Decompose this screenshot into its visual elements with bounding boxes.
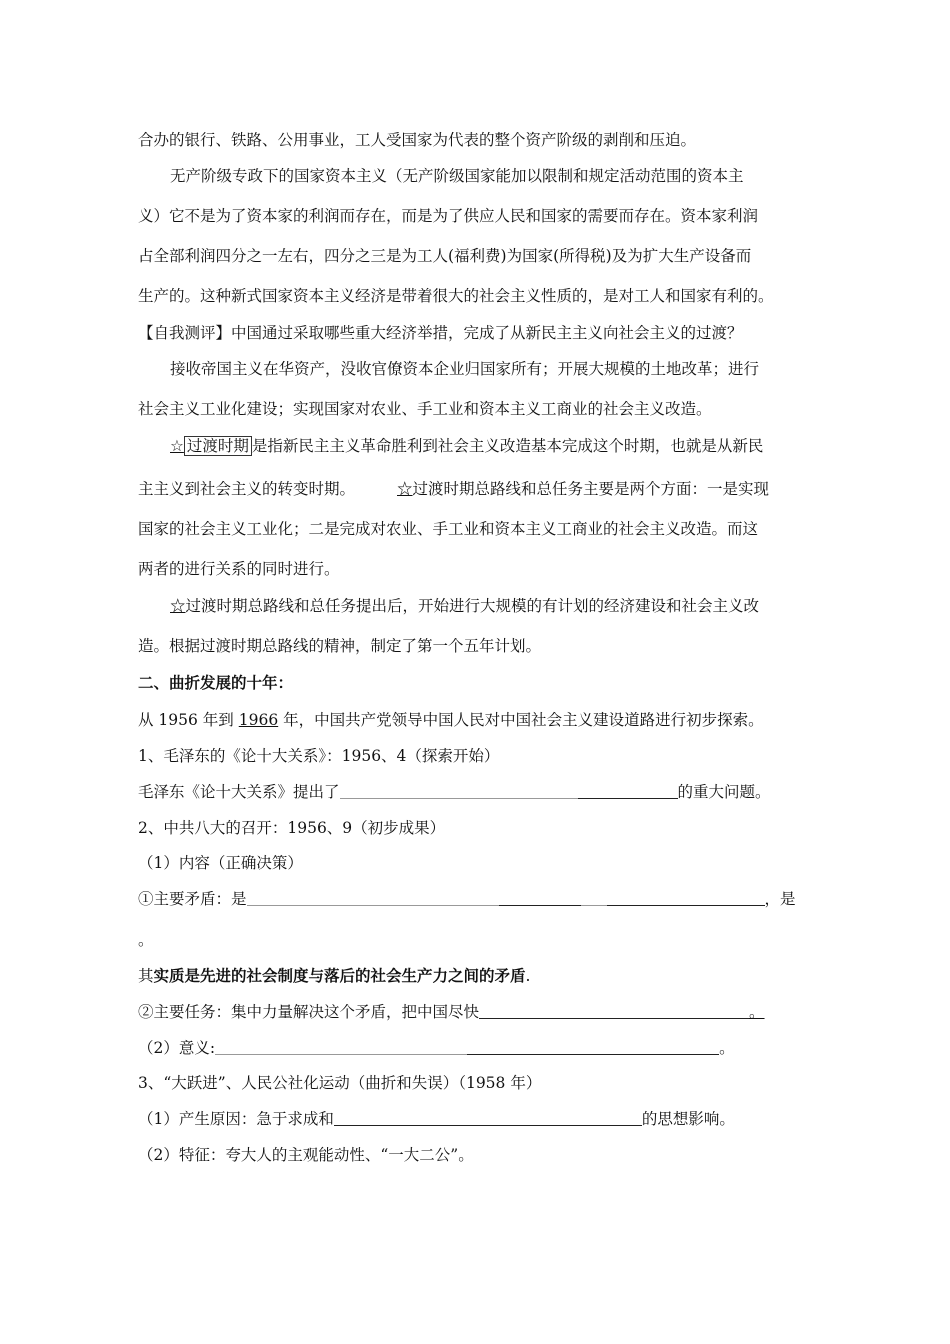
answer-blank[interactable] [340, 784, 578, 799]
prompt-text: （1）产生原因：急于求成和 [138, 1110, 334, 1128]
fill-in-line [138, 1002, 818, 1022]
paragraph-line: 义）它不是为了资本家的利润而存在，而是为了供应人民和国家的需要而存在。资本家利润 [138, 207, 759, 225]
answer-blank[interactable] [247, 891, 499, 906]
answer-line: 接收帝国主义在华资产，没收官僚资本企业归国家所有；开展大规模的土地改革；进行 [170, 360, 760, 378]
boxed-term: 过渡时期 [184, 436, 252, 456]
self-test-line [138, 323, 818, 343]
answer-blank[interactable] [334, 1111, 642, 1126]
section-heading: 二、曲折发展的十年： [138, 673, 294, 692]
essence-text: 其 [138, 967, 154, 985]
intro-text: 从 1956 年到 [138, 711, 239, 729]
paragraph-line: 无产阶级专政下的国家资本主义（无产阶级国家能加以限制和规定活动范围的资本主 [170, 167, 744, 185]
star-icon: ☆ [170, 597, 186, 615]
answer-blank[interactable] [499, 891, 581, 906]
section-intro [138, 710, 818, 730]
star-icon: ☆ [397, 480, 413, 498]
prompt-text: ②主要任务：集中力量解决这个矛盾，把中国尽快 [138, 1003, 480, 1021]
essence-line [138, 966, 818, 986]
paragraph-line: 占全部利润四分之一左右，四分之三是为工人(福利费)为国家(所得税)及为扩大生产设备而 [138, 247, 752, 265]
transition-line [138, 479, 818, 499]
answer-blank[interactable] [578, 784, 678, 799]
plan-line [170, 596, 818, 616]
answer-blank[interactable] [607, 891, 765, 906]
fill-in-line [138, 782, 818, 802]
answer-blank[interactable] [467, 1040, 719, 1055]
self-test-label: 【自我测评】 [138, 324, 232, 342]
prompt-text: 。 [719, 1039, 735, 1057]
sub-item: （2）特征：夸大人的主观能动性、“一大二公”。 [138, 1146, 474, 1164]
paragraph-line: 两者的进行关系的同时进行。 [138, 560, 340, 578]
definition-text: 主主义到社会主义的转变时期。 [138, 480, 356, 498]
fill-in-line [138, 889, 818, 909]
transition-definition-line [170, 436, 818, 456]
prompt-text: ，是 [764, 890, 796, 908]
star-icon: ☆ [170, 437, 184, 455]
paragraph-line: 合办的银行、铁路、公用事业，工人受国家为代表的整个资产阶级的剥削和压迫。 [138, 131, 697, 149]
prompt-text: 的重大问题。 [677, 783, 771, 801]
paragraph-line: 造。根据过渡时期总路线的精神，制定了第一个五年计划。 [138, 637, 542, 655]
answer-line: 社会主义工业化建设；实现国家对农业、手工业和资本主义工商业的社会主义改造。 [138, 400, 712, 418]
sub-item: （1）内容（正确决策） [138, 854, 303, 872]
self-test-question: 中国通过采取哪些重大经济举措，完成了从新民主主义向社会主义的过渡？ [231, 324, 743, 342]
item-title: 2、中共八大的召开：1956、9（初步成果） [138, 819, 446, 837]
general-line-text: 过渡时期总路线和总任务主要是两个方面：一是实现 [412, 480, 770, 498]
definition-text: 是指新民主主义革命胜利到社会主义改造基本完成这个时期，也就是从新民 [251, 437, 764, 455]
item-title: 3、“大跃进”、人民公社化运动（曲折和失误）（1958 年） [138, 1074, 542, 1092]
answer-blank[interactable] [215, 1040, 467, 1055]
prompt-text: 的思想影响。 [641, 1110, 735, 1128]
answer-blank[interactable] [581, 891, 607, 906]
prompt-text: ①主要矛盾：是 [138, 890, 247, 908]
intro-text: 年，中国共产党领导中国人民对中国社会主义建设道路进行初步探索。 [278, 711, 764, 729]
prompt-text: 毛泽东《论十大关系》提出了 [138, 783, 340, 801]
essence-bold: 实质是先进的社会制度与落后的社会生产力之间的矛盾 [153, 966, 526, 985]
prompt-text: 。 [749, 1003, 765, 1021]
plan-text: 过渡时期总路线和总任务提出后，开始进行大规模的有计划的经济建设和社会主义改 [185, 597, 760, 615]
prompt-text: （2）意义: [138, 1039, 216, 1057]
item-title: 1、毛泽东的《论十大关系》：1956、4（探索开始） [138, 747, 500, 765]
underlined-year: 1966 [238, 711, 279, 729]
line-end: 。 [138, 931, 154, 949]
answer-blank[interactable] [479, 1004, 749, 1019]
paragraph-line: 生产的。这种新式国家资本主义经济是带着很大的社会主义性质的，是对工人和国家有利的。 [138, 287, 774, 305]
essence-text: . [525, 967, 531, 985]
fill-in-line [138, 1038, 818, 1058]
paragraph-line: 国家的社会主义工业化；二是完成对农业、手工业和资本主义工商业的社会主义改造。而这 [138, 520, 759, 538]
fill-in-line [138, 1109, 818, 1129]
